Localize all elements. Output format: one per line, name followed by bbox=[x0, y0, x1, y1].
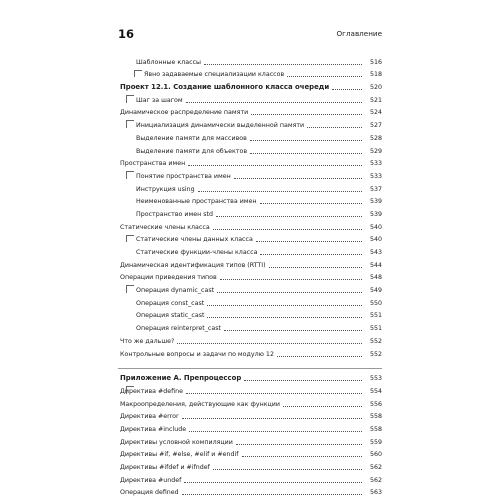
dot-leader bbox=[234, 178, 362, 179]
dot-leader bbox=[250, 153, 362, 154]
toc-entry bbox=[118, 308, 382, 321]
toc-entry-title: Неименованные пространства имен bbox=[136, 198, 257, 206]
toc-entry-page: 539 bbox=[369, 198, 382, 206]
toc-entry-page: 544 bbox=[369, 261, 382, 269]
toc-entry bbox=[118, 371, 382, 384]
toc-entry-page: 518 bbox=[369, 71, 382, 79]
toc-entry bbox=[118, 282, 382, 295]
toc-entry-page: 540 bbox=[369, 223, 382, 231]
toc-entry-title: Проект 12.1. Создание шаблонного класса очереди bbox=[120, 83, 330, 92]
dot-leader bbox=[250, 140, 362, 141]
toc-entry-page: 552 bbox=[369, 350, 382, 358]
dot-leader bbox=[269, 267, 362, 268]
dot-leader bbox=[256, 241, 362, 242]
page-number: 16 bbox=[118, 27, 135, 41]
toc-entry-page: 562 bbox=[369, 464, 382, 471]
toc-entry-title: Статические члены данных класса bbox=[136, 236, 253, 244]
toc-entry-title: Директивы #if, #else, #elif и #endif bbox=[120, 451, 239, 459]
toc-entry-page: 551 bbox=[369, 312, 382, 320]
toc-entry-page: 559 bbox=[369, 438, 382, 446]
toc-entry-title: Шаг за шагом bbox=[136, 96, 183, 104]
toc-entry-title: Шаблонные классы bbox=[136, 58, 202, 66]
dot-leader bbox=[251, 114, 362, 115]
toc-entry-page: 560 bbox=[369, 451, 382, 459]
dot-leader bbox=[216, 216, 362, 217]
dot-leader bbox=[260, 254, 362, 255]
toc-entry-page: 552 bbox=[369, 337, 382, 345]
toc-entry bbox=[118, 434, 382, 447]
toc-entry bbox=[118, 54, 382, 67]
dot-leader bbox=[260, 203, 362, 204]
toc-entry-page: 533 bbox=[369, 160, 382, 168]
toc-entry bbox=[118, 244, 382, 257]
toc-entry-page: 553 bbox=[369, 375, 382, 383]
dot-leader bbox=[186, 102, 362, 103]
toc-entry-page: 527 bbox=[369, 122, 382, 130]
toc-entry-title: Приложение А. Препроцессор bbox=[120, 374, 242, 383]
toc-entry-title: Директива #undef bbox=[120, 476, 182, 484]
toc-entry bbox=[118, 485, 382, 498]
toc-entry-title: Макроопределения, действующие как функции bbox=[120, 400, 280, 408]
toc-entry-title: Выделение памяти для массивов bbox=[136, 134, 247, 142]
dot-leader bbox=[213, 469, 362, 470]
toc-entry bbox=[118, 156, 382, 169]
toc-entry-title: Директивы условной компиляции bbox=[120, 438, 233, 446]
toc-entry-title: Директива #error bbox=[120, 413, 179, 421]
dot-leader bbox=[184, 482, 362, 483]
running-head: Оглавление bbox=[336, 29, 382, 38]
dot-leader bbox=[283, 406, 362, 407]
toc-entry bbox=[118, 409, 382, 422]
dot-leader bbox=[242, 456, 362, 457]
toc-entry-page: 540 bbox=[369, 236, 382, 244]
toc-entry-page: 548 bbox=[369, 274, 382, 282]
toc-entry-title: Пространства имен bbox=[120, 160, 186, 168]
page-header bbox=[118, 27, 382, 43]
toc-entry-title: Что же дальше? bbox=[120, 337, 175, 345]
toc-entry-title: Директива #include bbox=[120, 425, 187, 433]
toc-entry bbox=[118, 219, 382, 232]
dot-leader bbox=[287, 76, 362, 77]
toc-entry-page: 549 bbox=[369, 287, 382, 295]
toc-entry bbox=[118, 346, 382, 359]
toc-entry bbox=[118, 79, 382, 92]
toc-entry-page: 528 bbox=[369, 134, 382, 142]
toc-entry-page: 556 bbox=[369, 400, 382, 408]
toc-entry-title: Контрольные вопросы и задачи по модулю 12 bbox=[120, 350, 274, 358]
toc-entry-page: 543 bbox=[369, 249, 382, 256]
toc-entry-title: Операция const_cast bbox=[136, 299, 205, 307]
toc-entry-page: 537 bbox=[369, 185, 382, 193]
dot-leader bbox=[207, 305, 362, 306]
toc-entry bbox=[118, 117, 382, 130]
toc-entry-page: 516 bbox=[369, 58, 382, 66]
toc-entry-page: 539 bbox=[369, 210, 382, 218]
toc-entry bbox=[118, 270, 382, 283]
toc-entry-title: Явно задаваемые специализации классов bbox=[144, 71, 285, 79]
toc-entry bbox=[118, 143, 382, 156]
toc-entry bbox=[118, 396, 382, 409]
toc-entry-page: 563 bbox=[369, 489, 382, 497]
dot-leader bbox=[332, 89, 362, 90]
toc-entry bbox=[118, 333, 382, 346]
toc-entry-title: Операция reinterpret_cast bbox=[136, 325, 221, 333]
dot-leader bbox=[188, 165, 362, 166]
toc-entry bbox=[118, 105, 382, 118]
dot-leader bbox=[198, 191, 362, 192]
toc-entry-title: Выделение памяти для объектов bbox=[136, 147, 248, 155]
toc-entry-page: 521 bbox=[369, 96, 382, 104]
toc-entry bbox=[118, 459, 382, 472]
toc-entry-title: Операции приведения типов bbox=[120, 274, 217, 282]
toc-entry-title: Инструкция using bbox=[136, 185, 195, 193]
toc-entry bbox=[118, 130, 382, 143]
toc-entry-page: 551 bbox=[369, 325, 382, 333]
toc-entry-title: Динамическая идентификация типов (RTTI) bbox=[120, 261, 266, 269]
toc-entry-page: 558 bbox=[369, 425, 382, 433]
toc-entry bbox=[118, 206, 382, 219]
dot-leader bbox=[277, 356, 362, 357]
toc-entry-page: 529 bbox=[369, 147, 382, 155]
toc-entry-title: Динамическое распределение памяти bbox=[120, 109, 249, 117]
dot-leader bbox=[224, 330, 362, 331]
toc-entry bbox=[118, 92, 382, 105]
toc-entry bbox=[118, 168, 382, 181]
toc-entry bbox=[118, 472, 382, 485]
toc-entry bbox=[118, 295, 382, 308]
dot-leader bbox=[217, 292, 362, 293]
toc-entry bbox=[118, 181, 382, 194]
toc-entry-page: 520 bbox=[369, 84, 382, 92]
toc-entry bbox=[118, 232, 382, 245]
toc-entry-title: Операция dynamic_cast bbox=[136, 287, 215, 295]
dot-leader bbox=[189, 431, 362, 432]
toc-entry-title: Статические члены класса bbox=[120, 223, 210, 231]
toc-entry bbox=[118, 257, 382, 270]
table-of-contents bbox=[118, 54, 382, 497]
toc-entry-title: Операция defined bbox=[120, 489, 179, 497]
dot-leader bbox=[182, 494, 362, 495]
toc-entry-title: Статические функции-члены класса bbox=[136, 249, 258, 256]
toc-entry bbox=[118, 383, 382, 396]
dot-leader bbox=[204, 64, 362, 65]
dot-leader bbox=[307, 127, 362, 128]
toc-entry bbox=[118, 447, 382, 460]
dot-leader bbox=[236, 444, 362, 445]
toc-entry bbox=[118, 421, 382, 434]
dot-leader bbox=[213, 229, 362, 230]
toc-entry-page: 562 bbox=[369, 476, 382, 484]
toc-entry bbox=[118, 320, 382, 333]
toc-entry-title: Понятие пространства имен bbox=[136, 172, 231, 180]
dot-leader bbox=[177, 343, 362, 344]
dot-leader bbox=[182, 418, 362, 419]
toc-entry bbox=[118, 194, 382, 207]
toc-entry bbox=[118, 67, 382, 80]
toc-entry-page: 550 bbox=[369, 299, 382, 307]
toc-entry-page: 524 bbox=[369, 109, 382, 117]
toc-entry-page: 554 bbox=[369, 387, 382, 395]
toc-entry-page: 533 bbox=[369, 172, 382, 180]
toc-entry-title: Директива #define bbox=[120, 387, 183, 395]
toc-entry-page: 558 bbox=[369, 413, 382, 421]
toc-entry-title: Директивы #ifdef и #ifndef bbox=[120, 464, 210, 471]
dot-leader bbox=[186, 393, 362, 394]
dot-leader bbox=[244, 380, 362, 381]
toc-entry-title: Операция static_cast bbox=[136, 312, 205, 320]
toc-entry-title: Инициализация динамически выделенной памяти bbox=[136, 122, 305, 130]
section-divider bbox=[118, 363, 382, 371]
dot-leader bbox=[207, 317, 362, 318]
dot-leader bbox=[220, 279, 362, 280]
toc-entry-title: Пространство имен std bbox=[136, 210, 213, 218]
